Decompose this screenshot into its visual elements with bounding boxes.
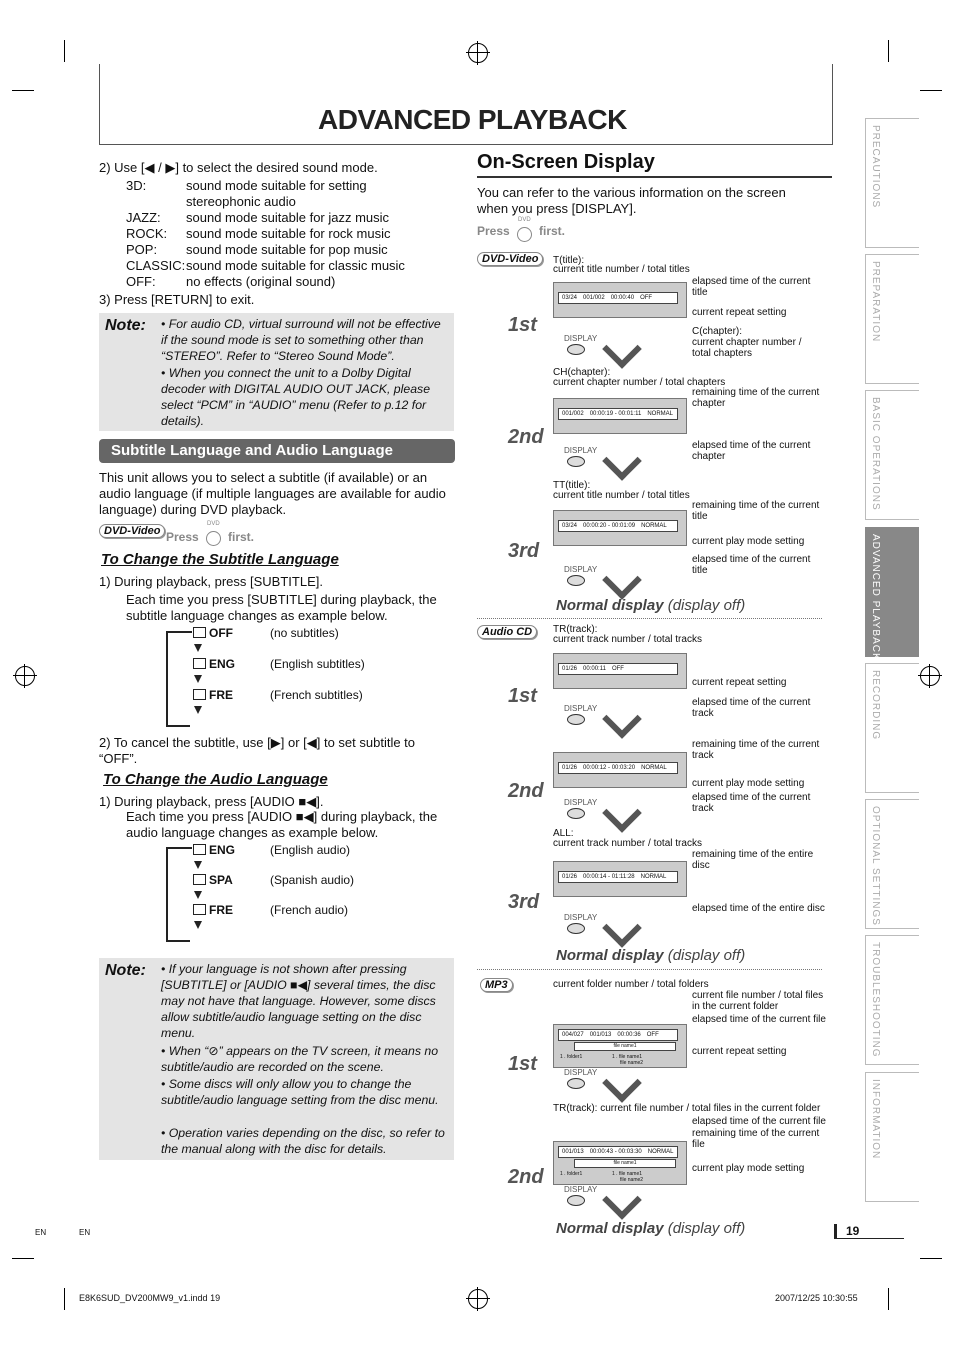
crop-mark — [920, 1258, 942, 1259]
osd-label: remaining time of the current track — [692, 739, 820, 761]
aud-opt-desc: (English audio) — [270, 843, 351, 857]
osd-file: file name1 — [574, 1159, 676, 1168]
osd-caption: TT(title): — [553, 480, 591, 491]
display-button-icon — [567, 714, 585, 725]
osd-folder: 1 . folder1 — [560, 1171, 583, 1177]
chevron-down-icon — [602, 1063, 642, 1103]
divider — [477, 618, 822, 619]
osd-file: 1 . file name1 — [612, 1054, 643, 1060]
display-label: DISPLAY — [564, 565, 598, 574]
osd-label: current repeat setting — [692, 677, 787, 688]
osd-label: elapsed time of the current file — [692, 1014, 826, 1025]
osd-label: current repeat setting — [692, 307, 787, 318]
registration-mark-icon — [468, 43, 488, 63]
osd-label: current play mode setting — [692, 536, 805, 547]
ordinal-label: 2nd — [508, 1166, 544, 1188]
osd-label: current chapter number / total chapters — [692, 337, 802, 359]
normal-display-label: Normal display (display off) — [556, 947, 746, 964]
tab-recording: RECORDING — [865, 663, 919, 793]
cycle-line — [166, 848, 168, 942]
note-box — [99, 313, 454, 431]
display-button-icon — [567, 1078, 585, 1089]
sub-opt: ENG — [193, 656, 235, 672]
mode-desc: sound mode suitable for rock music — [186, 226, 391, 241]
section-heading: On-Screen Display — [477, 151, 655, 173]
osd-label: elapsed time of the entire disc — [692, 903, 825, 914]
page-rule — [834, 1238, 904, 1239]
subtitle-icon — [193, 689, 206, 700]
osd-label: elapsed time of the current track — [692, 792, 811, 814]
display-label: DISPLAY — [564, 334, 598, 343]
tab-troubleshooting: TROUBLESHOOTING — [865, 935, 919, 1065]
chevron-down-icon — [602, 793, 642, 833]
arrow-down-icon — [194, 891, 202, 899]
page-title: ADVANCED PLAYBACK — [318, 104, 627, 135]
note-label: Note: — [105, 317, 146, 334]
osd-file: file name1 — [574, 1042, 676, 1051]
heading-rule — [477, 176, 832, 178]
note-item: • When you connect the unit to a Dolby Digital decoder with DIGITAL AUDIO OUT JACK, please select “PCM” in “AUDIO” menu (Refer to p.12 for details). — [161, 366, 431, 428]
first-text: first. — [228, 530, 255, 544]
chevron-down-icon — [602, 329, 642, 369]
osd-caption: TR(track): — [553, 624, 598, 635]
chevron-down-icon — [602, 560, 642, 600]
osd-file: 1 . file name1 — [612, 1171, 643, 1177]
press-text: Press — [477, 224, 510, 238]
osd-label: remaining time of the current title — [692, 500, 820, 522]
chevron-down-icon — [602, 1180, 642, 1220]
osd-screen: 01/26 00:00:12 - 00:03:20 NORMAL — [553, 752, 687, 788]
display-label: DISPLAY — [564, 1185, 598, 1194]
osd-screen: 03/24 001/002 00:00:40 OFF — [553, 282, 687, 318]
osd-screen: 004/027 001/013 00:00:36 OFF file name1 1 . folder1 1 . file name1 file name2 — [553, 1024, 687, 1068]
subtitle-icon — [193, 627, 206, 638]
aud-opt-desc: (Spanish audio) — [270, 873, 355, 887]
mode-desc: sound mode suitable for classic music — [186, 258, 405, 273]
osd-caption: CH(chapter): — [553, 367, 611, 378]
ordinal-label: 1st — [508, 1053, 537, 1075]
display-button-icon — [567, 575, 585, 586]
section-bar: Subtitle Language and Audio Language — [99, 439, 455, 463]
note-item: • Operation varies depending on the disc, so refer to the manual along with the disc for details. — [161, 1126, 445, 1156]
lang-code: EN — [35, 1228, 47, 1237]
audio-cd-badge: Audio CD — [477, 625, 537, 639]
cycle-line — [166, 725, 190, 727]
osd-label: current repeat setting — [692, 1046, 787, 1057]
display-label: DISPLAY — [564, 798, 598, 807]
mode-key: ROCK: — [126, 226, 168, 241]
subtitle-heading: To Change the Subtitle Language — [101, 551, 339, 568]
audio-icon — [193, 844, 206, 855]
ordinal-label: 2nd — [508, 780, 544, 802]
display-button-icon — [567, 923, 585, 934]
dvd-mini-label: DVD — [518, 217, 531, 223]
dvd-button-icon — [206, 531, 221, 546]
arrow-down-icon — [194, 861, 202, 869]
note-item: • If your language is not shown after pressing [SUBTITLE] or [AUDIO ■◀] several times, the disc may not have that language. However, some discs allow subtitle/audio language setting on the disc menu. — [161, 962, 436, 1040]
registration-mark-icon — [468, 1289, 488, 1309]
osd-label: elapsed time of the current file — [692, 1116, 826, 1127]
note-label: Note: — [105, 962, 146, 979]
crop-mark — [888, 1288, 889, 1310]
note-item: • Some discs will only allow you to change the subtitle/audio language setting from the disc menu. — [161, 1077, 439, 1107]
osd-label: elapsed time of the current chapter — [692, 440, 811, 462]
aud-opt-desc: (French audio) — [270, 903, 349, 917]
chevron-down-icon — [602, 699, 642, 739]
osd-label: elapsed time of the current title — [692, 276, 811, 298]
tab-preparation: PREPARATION — [865, 254, 919, 384]
cycle-line — [166, 631, 192, 633]
display-label: DISPLAY — [564, 446, 598, 455]
display-button-icon — [567, 344, 585, 355]
osd-label: current play mode setting — [692, 778, 805, 789]
osd-caption: T(title): — [553, 255, 585, 266]
crop-mark — [12, 90, 34, 91]
mode-key: JAZZ: — [126, 210, 161, 225]
registration-mark-icon — [920, 666, 940, 686]
display-button-icon — [567, 1195, 585, 1206]
display-label: DISPLAY — [564, 913, 598, 922]
lang-code: EN — [79, 1228, 91, 1237]
osd-label: current play mode setting — [692, 1163, 805, 1174]
dvd-mini-label: DVD — [207, 521, 220, 527]
mode-desc: no effects (original sound) — [186, 274, 336, 289]
osd-screen: 03/24 00:00:20 - 00:01:09 NORMAL — [553, 510, 687, 546]
tab-basic-operations: BASIC OPERATIONS — [865, 390, 919, 520]
dvd-button-icon — [517, 227, 532, 242]
sub-opt-desc: (no subtitles) — [270, 626, 339, 640]
divider — [477, 969, 822, 970]
note-item: • When “⊘” appears on the TV screen, it means no subtitle/audio are recorded on the scene. — [161, 1044, 439, 1074]
aud-opt: SPA — [193, 872, 233, 888]
mode-desc: sound mode suitable for setting stereophonic audio — [186, 178, 367, 209]
step-2: 2) Use [◀ / ▶] to select the desired sound mode. — [99, 160, 378, 175]
dvd-video-badge: DVD-Video — [99, 524, 165, 538]
cycle-line — [166, 940, 190, 942]
sub-opt: OFF — [193, 625, 233, 641]
ordinal-label: 3rd — [508, 540, 540, 562]
arrow-down-icon — [194, 706, 202, 714]
tab-information: INFORMATION — [865, 1072, 919, 1202]
osd-label: C(chapter): — [692, 326, 743, 337]
arrow-down-icon — [194, 675, 202, 683]
audio-icon — [193, 874, 206, 885]
normal-display-label: Normal display (display off) — [556, 597, 746, 614]
page-number: 19 — [846, 1224, 860, 1238]
osd-label: elapsed time of the current track — [692, 697, 811, 719]
osd-caption: current title number / total titles — [553, 490, 690, 501]
aud-step-1: 1) During playback, press [AUDIO ■◀]. — [99, 794, 324, 809]
osd-screen: 01/26 00:00:11 OFF — [553, 653, 687, 689]
subtitle-icon — [193, 658, 206, 669]
mode-key: 3D: — [126, 178, 147, 193]
display-button-icon — [567, 808, 585, 819]
osd-caption: current chapter number / total chapters — [553, 377, 726, 388]
osd-screen: 01/26 00:00:14 - 01:11:28 NORMAL — [553, 861, 687, 897]
ordinal-label: 1st — [508, 685, 537, 707]
first-text: first. — [539, 224, 566, 238]
osd-label: remaining time of the entire disc — [692, 849, 814, 871]
sub-opt-desc: (English subtitles) — [270, 657, 365, 671]
aud-opt: FRE — [193, 902, 233, 918]
normal-display-label: Normal display (display off) — [556, 1220, 746, 1237]
arrow-down-icon — [194, 921, 202, 929]
osd-intro: You can refer to the various information on the screen when you press [DISPLAY]. — [477, 185, 786, 216]
arrow-down-icon — [194, 644, 202, 652]
crop-mark — [888, 40, 889, 62]
cycle-line — [166, 632, 168, 727]
mode-key: OFF: — [126, 274, 156, 289]
note-item: • For audio CD, virtual surround will not be effective if the sound mode is set to something other than “STEREO”. Refer to “Stereo Sound Mode”. — [161, 317, 441, 363]
osd-caption: TR(track): current file number / total files in the current folder — [553, 1103, 821, 1114]
step-3: 3) Press [RETURN] to exit. — [99, 292, 255, 307]
aud-step-1b: Each time you press [AUDIO ■◀] during playback, the audio language changes as example below. — [126, 809, 438, 840]
mode-key: CLASSIC: — [126, 258, 186, 273]
dvd-video-badge: DVD-Video — [477, 252, 543, 266]
press-text: Press — [166, 530, 199, 544]
osd-folder: 1 . folder1 — [560, 1054, 583, 1060]
page-marker — [834, 1224, 837, 1238]
chevron-down-icon — [602, 908, 642, 948]
osd-label: elapsed time of the current title — [692, 554, 811, 576]
ordinal-label: 3rd — [508, 891, 540, 913]
osd-caption: current track number / total tracks — [553, 838, 702, 849]
display-button-icon — [567, 456, 585, 467]
audio-heading: To Change the Audio Language — [103, 771, 328, 788]
mp3-badge: MP3 — [480, 978, 513, 992]
crop-mark — [920, 90, 942, 91]
print-date: 2007/12/25 10:30:55 — [775, 1293, 858, 1303]
display-label: DISPLAY — [564, 704, 598, 713]
osd-caption: current folder number / total folders — [553, 979, 709, 990]
osd-label: remaining time of the current file — [692, 1128, 820, 1150]
audio-icon — [193, 904, 206, 915]
osd-label: remaining time of the current chapter — [692, 387, 820, 409]
crop-mark — [12, 1258, 34, 1259]
sub-step-1b: Each time you press [SUBTITLE] during playback, the subtitle language changes as example below. — [126, 592, 437, 623]
osd-caption: current track number / total tracks — [553, 634, 702, 645]
osd-screen: 001/013 00:00:43 - 00:03:30 NORMAL file name1 1 . folder1 1 . file name1 file name2 — [553, 1141, 687, 1185]
tab-advanced-playback: ADVANCED PLAYBACK — [865, 527, 919, 657]
crop-mark — [64, 1288, 65, 1310]
intro-text: This unit allows you to select a subtitle (if available) or an audio language (if multiple languages are available for audio language) during DVD playback. — [99, 470, 446, 517]
crop-mark — [64, 40, 65, 62]
aud-opt: ENG — [193, 842, 235, 858]
osd-caption: ALL: — [553, 828, 574, 839]
ordinal-label: 1st — [508, 314, 537, 336]
tab-optional-settings: OPTIONAL SETTINGS — [865, 799, 919, 929]
file-info: E8K6SUD_DV200MW9_v1.indd 19 — [79, 1293, 221, 1303]
osd-file: file name2 — [620, 1060, 644, 1066]
osd-file: file name2 — [620, 1177, 644, 1183]
osd-label: current file number / total files in the current folder — [692, 990, 824, 1012]
osd-screen: 001/002 00:00:19 - 00:01:11 NORMAL — [553, 398, 687, 434]
mode-desc: sound mode suitable for jazz music — [186, 210, 390, 225]
mode-key: POP: — [126, 242, 158, 257]
display-label: DISPLAY — [564, 1068, 598, 1077]
cycle-line — [166, 847, 192, 849]
sub-step-2: 2) To cancel the subtitle, use [▶] or [◀] to set subtitle to “OFF”. — [99, 735, 416, 766]
sub-opt-desc: (French subtitles) — [270, 688, 363, 702]
osd-caption: current title number / total titles — [553, 264, 690, 275]
ordinal-label: 2nd — [508, 426, 544, 448]
mode-desc: sound mode suitable for pop music — [186, 242, 388, 257]
note-box — [99, 958, 454, 1160]
sub-opt: FRE — [193, 687, 233, 703]
registration-mark-icon — [15, 666, 35, 686]
chevron-down-icon — [602, 441, 642, 481]
tab-precautions: PRECAUTIONS — [865, 118, 919, 248]
sub-step-1: 1) During playback, press [SUBTITLE]. — [99, 574, 323, 589]
